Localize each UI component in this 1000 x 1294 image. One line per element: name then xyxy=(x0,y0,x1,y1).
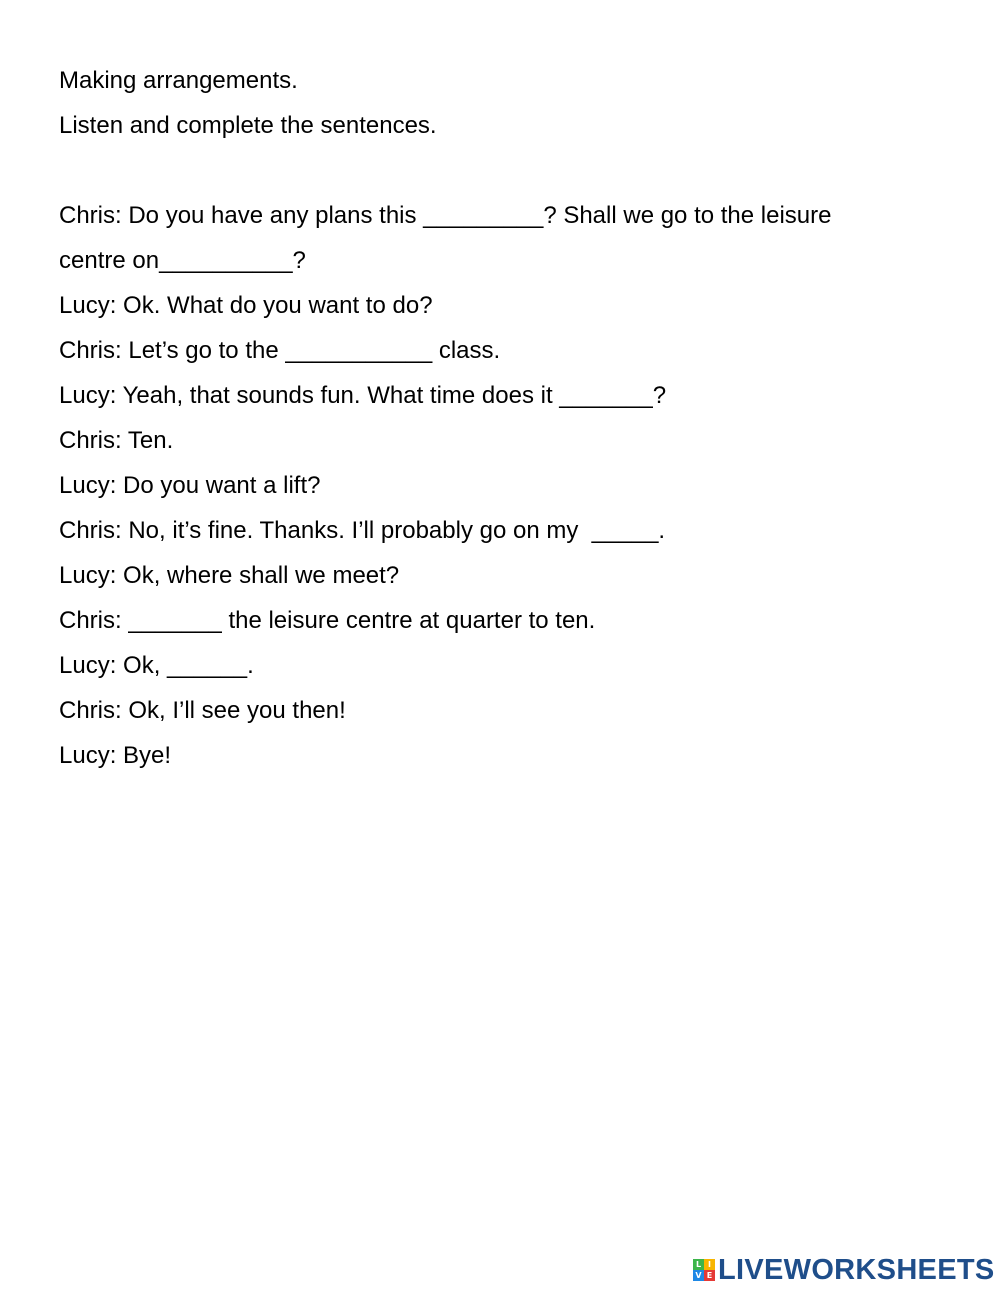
dialogue-line: Lucy: Ok, where shall we meet? xyxy=(59,562,400,589)
logo-mark-tile: L xyxy=(693,1259,704,1270)
liveworksheets-logo xyxy=(693,1253,995,1287)
dialogue-line: Lucy: Yeah, that sounds fun. What time does it _______? xyxy=(59,382,667,409)
dialogue-line: Chris: No, it’s fine. Thanks. I’ll probably go on my _____. xyxy=(59,517,666,544)
logo-text: LIVEWORKSHEETS xyxy=(718,1253,995,1286)
worksheet-instructions: Listen and complete the sentences. xyxy=(59,112,437,139)
dialogue-line: Chris: Ok, I’ll see you then! xyxy=(59,697,346,724)
dialogue-line: Lucy: Ok. What do you want to do? xyxy=(59,292,433,319)
dialogue-line: Chris: _______ the leisure centre at quarter to ten. xyxy=(59,607,596,634)
dialogue-line: Lucy: Bye! xyxy=(59,742,172,769)
dialogue-line: Lucy: Do you want a lift? xyxy=(59,472,321,499)
dialogue-line: Lucy: Ok, ______. xyxy=(59,652,254,679)
dialogue-line: centre on__________? xyxy=(59,247,306,274)
worksheet-title: Making arrangements. xyxy=(59,67,298,94)
logo-mark-tile: I xyxy=(704,1259,715,1270)
dialogue xyxy=(59,193,959,778)
logo-mark-tile: V xyxy=(693,1270,704,1281)
blank-spacer xyxy=(59,148,959,193)
dialogue-line: Chris: Do you have any plans this _________? Shall we go to the leisure xyxy=(59,202,832,229)
dialogue-line: Chris: Ten. xyxy=(59,427,174,454)
logo-mark-icon xyxy=(693,1259,715,1281)
worksheet xyxy=(59,58,959,778)
dialogue-line: Chris: Let’s go to the ___________ class. xyxy=(59,337,501,364)
logo-mark-tile: E xyxy=(704,1270,715,1281)
